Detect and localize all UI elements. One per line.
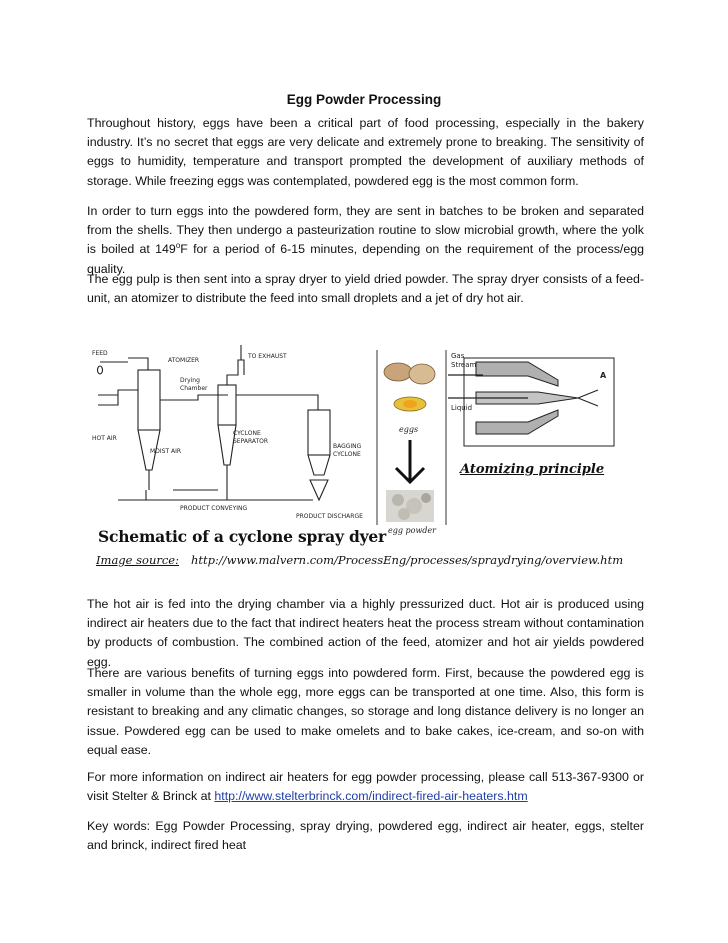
label-egg-powder: egg powder bbox=[388, 526, 436, 535]
bagging-cyclone bbox=[308, 410, 330, 455]
stelter-brinck-link[interactable]: http://www.stelterbrinck.com/indirect-fired-air-heaters.htm bbox=[214, 789, 528, 804]
degree-superscript: o bbox=[175, 241, 181, 251]
label-atomizer: ATOMIZER bbox=[168, 357, 200, 364]
label-gas: Gas bbox=[451, 352, 465, 360]
label-bagging-cyclone: CYCLONE bbox=[333, 451, 361, 458]
egg-photos bbox=[384, 363, 435, 411]
product-conveying-line bbox=[146, 490, 313, 500]
drying-chamber bbox=[138, 370, 160, 430]
egg-yolk-center bbox=[403, 400, 417, 408]
figure-source-url: http://www.malvern.com/ProcessEng/processes/spraydrying/overview.htm bbox=[190, 553, 624, 567]
page-title: Egg Powder Processing bbox=[286, 92, 442, 107]
label-a: A bbox=[600, 371, 607, 380]
label-product-discharge: PRODUCT DISCHARGE bbox=[296, 513, 363, 520]
paragraph-pasteurization-text: In order to turn eggs into the powdered form, they are sent in batches to be broken and separated from the shells. They then undergo a pasteurization routine to slow microbial growth, where the yolk is boiled at 149 bbox=[87, 204, 644, 257]
paragraph-pasteurization bbox=[87, 202, 644, 279]
paragraph-spray-dryer: The egg pulp is then sent into a spray dryer to yield dried powder. The spray dryer consists of a feed-unit, an atomizer to distribute the feed into small droplets and a jet of dry hot air. bbox=[87, 272, 644, 306]
atomizing-principle-title: Atomizing principle bbox=[460, 462, 605, 477]
atomizer-nozzle bbox=[448, 358, 614, 446]
label-feed: FEED bbox=[92, 350, 108, 357]
paragraph-contact-text: For more information on indirect air heaters for egg powder processing, please call 513-367-9300 or visit Stelter & Brinck at bbox=[87, 770, 644, 804]
label-stream: Stream bbox=[451, 361, 477, 369]
label-bagging: BAGGING bbox=[333, 443, 362, 450]
label-separator: SEPARATOR bbox=[233, 438, 269, 445]
figure-title: Schematic of a cyclone spray dyer bbox=[98, 527, 387, 546]
down-arrow-icon bbox=[396, 440, 424, 482]
egg-powder-photo bbox=[386, 490, 434, 522]
label-moist-air: MOIST AIR bbox=[150, 448, 182, 455]
feed-pipe bbox=[128, 358, 148, 370]
label-to-exhaust: TO EXHAUST bbox=[248, 353, 287, 360]
hot-air-duct bbox=[98, 390, 138, 405]
paragraph-contact bbox=[87, 768, 644, 806]
egg-photo-1 bbox=[384, 363, 412, 381]
feed-tank bbox=[98, 366, 103, 374]
label-drying: Drying bbox=[180, 377, 200, 384]
label-chamber: Chamber bbox=[180, 385, 208, 392]
paragraph-benefits: There are various benefits of turning eggs into powdered form. First, because the powdered egg is smaller in volume than the whole egg, more eggs can be transported at one time. Also, this form is resistant to breaking and any climatic changes, so storage and long distance delivery is no longer an issue. Powdered egg can be used to make omelets and to bake cakes, ice-cream, and so-on with equal ease. bbox=[87, 666, 644, 757]
label-eggs: eggs bbox=[399, 425, 419, 434]
paragraph-history: Throughout history, eggs have been a critical part of food processing, especially in the bakery industry. It’s no secret that eggs are very delicate and extremely prone to breaking. The sensitivity of eggs to humidity, temperature and transport prompted the development of auxiliary methods of storage. While freezing eggs was contemplated, powdered egg is the most common form. bbox=[87, 116, 644, 188]
label-liquid: Liquid bbox=[451, 404, 473, 412]
paragraph-keywords: Key words: Egg Powder Processing, spray drying, powdered egg, indirect air heater, eggs, stelter and brinck, indirect fired heat bbox=[87, 819, 644, 853]
bagging-duct bbox=[236, 395, 318, 410]
cyclone-separator bbox=[218, 385, 236, 425]
spray-dryer-figure bbox=[88, 340, 626, 580]
label-product-conveying: PRODUCT CONVEYING bbox=[180, 505, 248, 512]
egg-photo-2 bbox=[409, 364, 435, 384]
figure-source-label: Image source: bbox=[96, 553, 179, 567]
exhaust-pipe bbox=[227, 360, 244, 385]
paragraph-pasteurization-tail: F for a period of 6-15 minutes, depending on the requirement of the process/egg quality. bbox=[87, 242, 645, 276]
paragraph-hot-air: The hot air is fed into the drying chamber via a highly pressurized duct. Hot air is produced using indirect air heaters due to the fact that indirect heaters heat the process stream without contamination by products of combustion. The combined action of the feed, atomizer and hot air yields powdered egg. bbox=[87, 597, 644, 669]
label-cyclone: CYCLONE bbox=[233, 430, 261, 437]
figure-source bbox=[96, 553, 623, 567]
label-hot-air: HOT AIR bbox=[92, 435, 117, 442]
discharge-hopper bbox=[310, 480, 328, 500]
